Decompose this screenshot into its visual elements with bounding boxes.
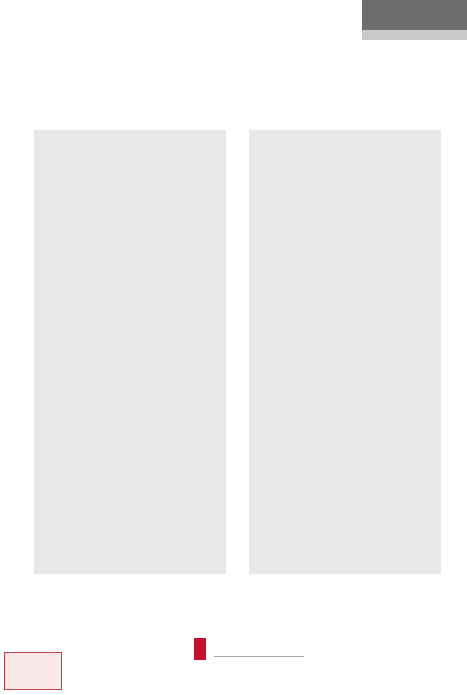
communes-column-left — [34, 130, 226, 574]
publisher-badge — [194, 638, 206, 660]
publisher-rule — [214, 656, 304, 662]
nostromo-logo — [4, 652, 62, 690]
publisher-logo — [194, 638, 304, 668]
section-tab-shadow — [362, 30, 467, 40]
section-tab — [362, 0, 467, 30]
communes-column-right — [249, 130, 441, 574]
